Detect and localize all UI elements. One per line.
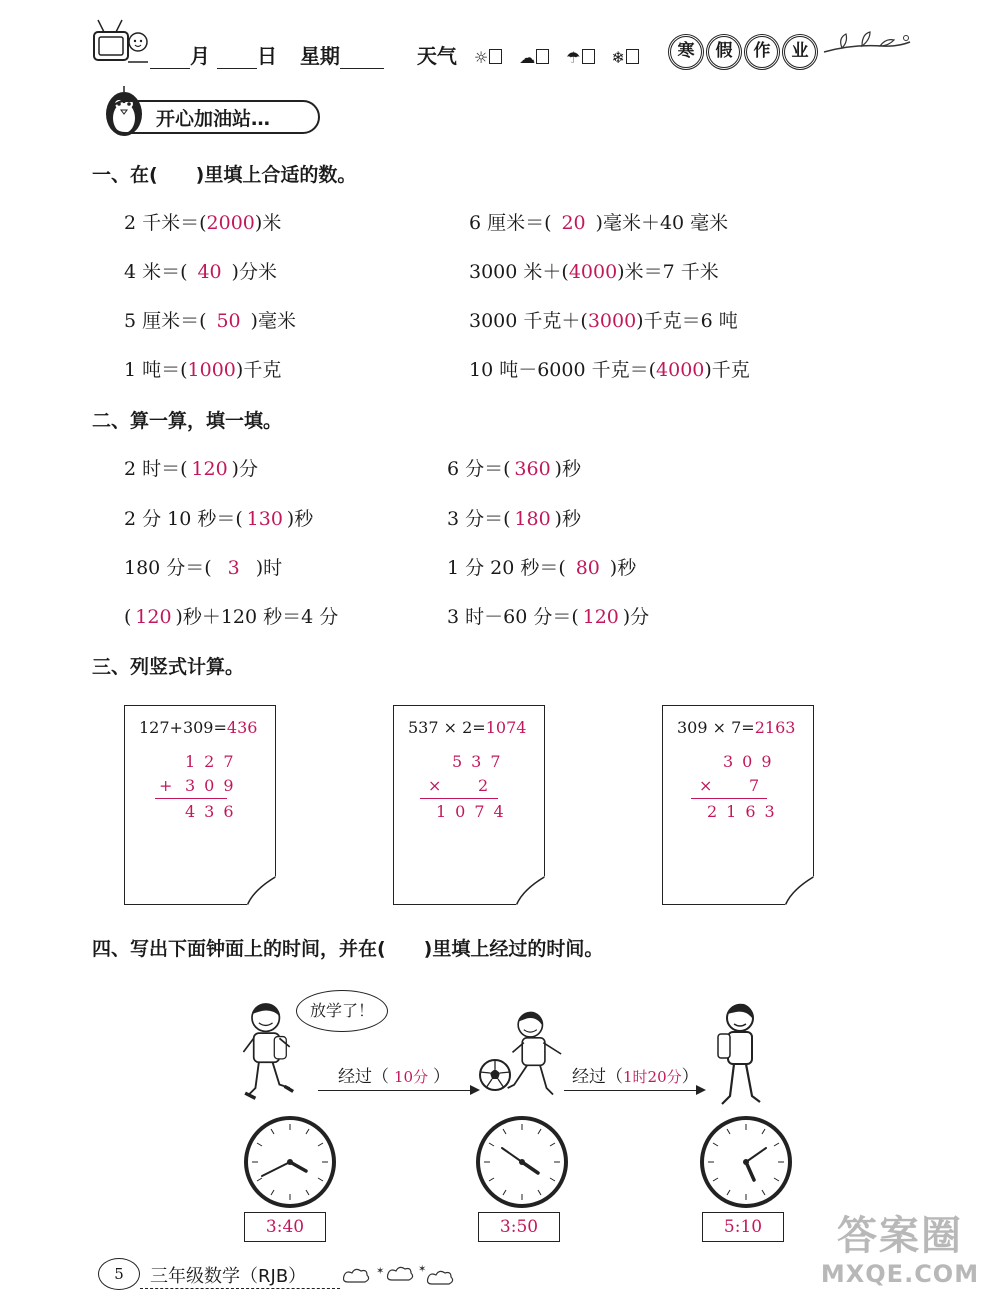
clock-face-icon: [704, 1120, 788, 1204]
page-fold-icon: [785, 876, 815, 906]
answer-field[interactable]: 3: [227, 557, 240, 579]
speech-bubble: [296, 990, 388, 1032]
calc-card-1[interactable]: [124, 705, 276, 905]
cloudy-icon: ☁: [519, 48, 536, 67]
calc-expression: 537 × 2=1074: [408, 718, 527, 737]
calc-expression: 309 × 7=2163: [677, 718, 796, 737]
vertical-mid: 2: [478, 776, 498, 795]
rain-icon: ☂: [566, 48, 581, 67]
fill-row: 1 吨＝(1000)千克: [124, 359, 282, 381]
boy-kicking-icon: [506, 996, 566, 1112]
page-fold-icon: [247, 876, 277, 906]
clock-1: [244, 1116, 336, 1208]
vertical-top: 309: [723, 752, 781, 771]
answer-field[interactable]: 180: [514, 508, 551, 530]
fill-row: 6 厘米＝( 20 )毫米＋40 毫米: [469, 212, 729, 234]
watermark-top: 答案圈: [837, 1213, 963, 1259]
section-2-title: 二、算一算，填一填。: [92, 410, 283, 432]
clock-face-icon: [480, 1120, 564, 1204]
clock-face-icon: [248, 1120, 332, 1204]
snow-icon: ❄: [611, 48, 625, 67]
svg-text:✶: ✶: [376, 1266, 385, 1277]
vertical-operator: +: [159, 776, 182, 795]
answer-field[interactable]: 4000: [656, 359, 705, 381]
vertical-result: 2163: [707, 802, 784, 821]
vertical-top: 537: [452, 752, 510, 771]
svg-text:✶: ✶: [418, 1264, 427, 1275]
answer-field[interactable]: 130: [246, 508, 283, 530]
month-blank[interactable]: [150, 50, 190, 69]
time-answer-3[interactable]: 5:10: [702, 1212, 784, 1242]
fill-row: ( 120 )秒＋120 秒＝4 分: [124, 606, 339, 628]
elapsed-answer[interactable]: 10分: [393, 1068, 429, 1086]
branch-decoration-icon: [822, 26, 912, 66]
watermark-logo: [812, 1212, 988, 1288]
fill-row: 6 分＝( 360 )秒: [447, 458, 581, 480]
fill-row: 1 分 20 秒＝( 80 )秒: [447, 557, 637, 579]
rain-checkbox[interactable]: [582, 49, 595, 64]
answer-field[interactable]: 50: [216, 310, 241, 332]
tv-mascot-icon: [90, 14, 150, 74]
time-answer-2[interactable]: 3:50: [478, 1212, 560, 1242]
vertical-mid: 7: [749, 776, 769, 795]
snow-checkbox[interactable]: [626, 49, 639, 64]
vertical-top: 127: [185, 752, 243, 771]
vertical-rule: [691, 798, 767, 799]
day-label: 日: [256, 44, 277, 68]
answer-field[interactable]: 2000: [206, 212, 255, 234]
vertical-result: 436: [185, 802, 243, 821]
footer-underline: [140, 1288, 340, 1289]
calc-card-2[interactable]: [393, 705, 545, 905]
clock-3: [700, 1116, 792, 1208]
calc-card-3[interactable]: [662, 705, 814, 905]
cloudy-checkbox[interactable]: [536, 49, 549, 64]
fill-row: 4 米＝( 40 )分米: [124, 261, 277, 283]
answer-field[interactable]: 20: [561, 212, 586, 234]
sunny-icon: ☼: [473, 48, 489, 67]
weekday-label: 星期: [299, 44, 340, 68]
clock-2: [476, 1116, 568, 1208]
boy-walking-icon: [712, 1000, 772, 1112]
badge-char: 假: [706, 34, 742, 70]
elapsed-label-2: 经过（1时20分）: [572, 1067, 699, 1087]
answer-field[interactable]: 80: [575, 557, 600, 579]
clouds-decoration-icon: [338, 1262, 458, 1290]
fill-row: 2 千米＝(2000)米: [124, 212, 282, 234]
fill-row: 180 分＝( 3 )时: [124, 557, 283, 579]
badge-char: 业: [782, 34, 818, 70]
winter-homework-badge: [668, 34, 820, 70]
section-3-title: 三、列竖式计算。: [92, 656, 245, 678]
answer-field[interactable]: 3000: [587, 310, 637, 332]
vertical-result: 1074: [436, 802, 513, 821]
fill-row: 10 吨－6000 千克＝(4000)千克: [469, 359, 750, 381]
calc-expression: 127+309=436: [139, 718, 258, 737]
watermark-bottom: MXQE.COM: [820, 1260, 980, 1288]
weather-label: 天气: [416, 44, 457, 68]
elapsed-label-1: 经过（ 10分 ）: [338, 1067, 450, 1087]
fill-row: 3 分＝( 180 )秒: [447, 508, 581, 530]
day-blank[interactable]: [217, 50, 257, 69]
answer-field[interactable]: 40: [197, 261, 222, 283]
section-banner: 开心加油站…: [108, 100, 320, 134]
vertical-operator: ×: [699, 776, 722, 795]
section-4-title: 四、写出下面钟面上的时间，并在( )里填上经过的时间。: [92, 938, 604, 960]
page-number-badge: [98, 1258, 140, 1290]
fill-row: 3000 米＋(4000)米＝7 千米: [469, 261, 719, 283]
fill-row: 2 时＝( 120 )分: [124, 458, 258, 480]
page-number: 5: [114, 1265, 124, 1283]
fill-row: 5 厘米＝( 50 )毫米: [124, 310, 296, 332]
answer-field[interactable]: 120: [582, 606, 619, 628]
time-answer-1[interactable]: 3:40: [244, 1212, 326, 1242]
elapsed-answer[interactable]: 1时20分: [623, 1068, 682, 1086]
month-label: 月: [190, 44, 210, 68]
vertical-rule: [155, 798, 227, 799]
boy-with-backpack-icon: [240, 990, 300, 1114]
answer-field[interactable]: 360: [514, 458, 551, 480]
sunny-checkbox[interactable]: [489, 49, 502, 64]
answer-field[interactable]: 1000: [187, 359, 236, 381]
fill-row: 2 分 10 秒＝( 130 )秒: [124, 508, 314, 530]
fill-row: 3 时－60 分＝( 120 )分: [447, 606, 650, 628]
page-fold-icon: [516, 876, 546, 906]
elapsed-arrow-1: [318, 1090, 478, 1091]
speech-text: 放学了！: [309, 1001, 374, 1020]
elapsed-arrow-2: [564, 1090, 704, 1091]
answer-field[interactable]: 4000: [568, 261, 618, 283]
footer-subject: 三年级数学（RJB）: [150, 1266, 307, 1287]
vertical-mid: 309: [185, 776, 243, 795]
vertical-operator: ×: [428, 776, 451, 795]
section-1-title: 一、在( )里填上合适的数。: [92, 164, 357, 186]
answer-field[interactable]: 120: [135, 606, 172, 628]
badge-char: 寒: [668, 34, 704, 70]
date-line: [150, 40, 639, 69]
answer-field[interactable]: 120: [191, 458, 228, 480]
weekday-blank[interactable]: [340, 50, 384, 69]
vertical-rule: [420, 798, 498, 799]
fill-row: 3000 千克＋(3000)千克＝6 吨: [469, 310, 738, 332]
badge-char: 作: [744, 34, 780, 70]
